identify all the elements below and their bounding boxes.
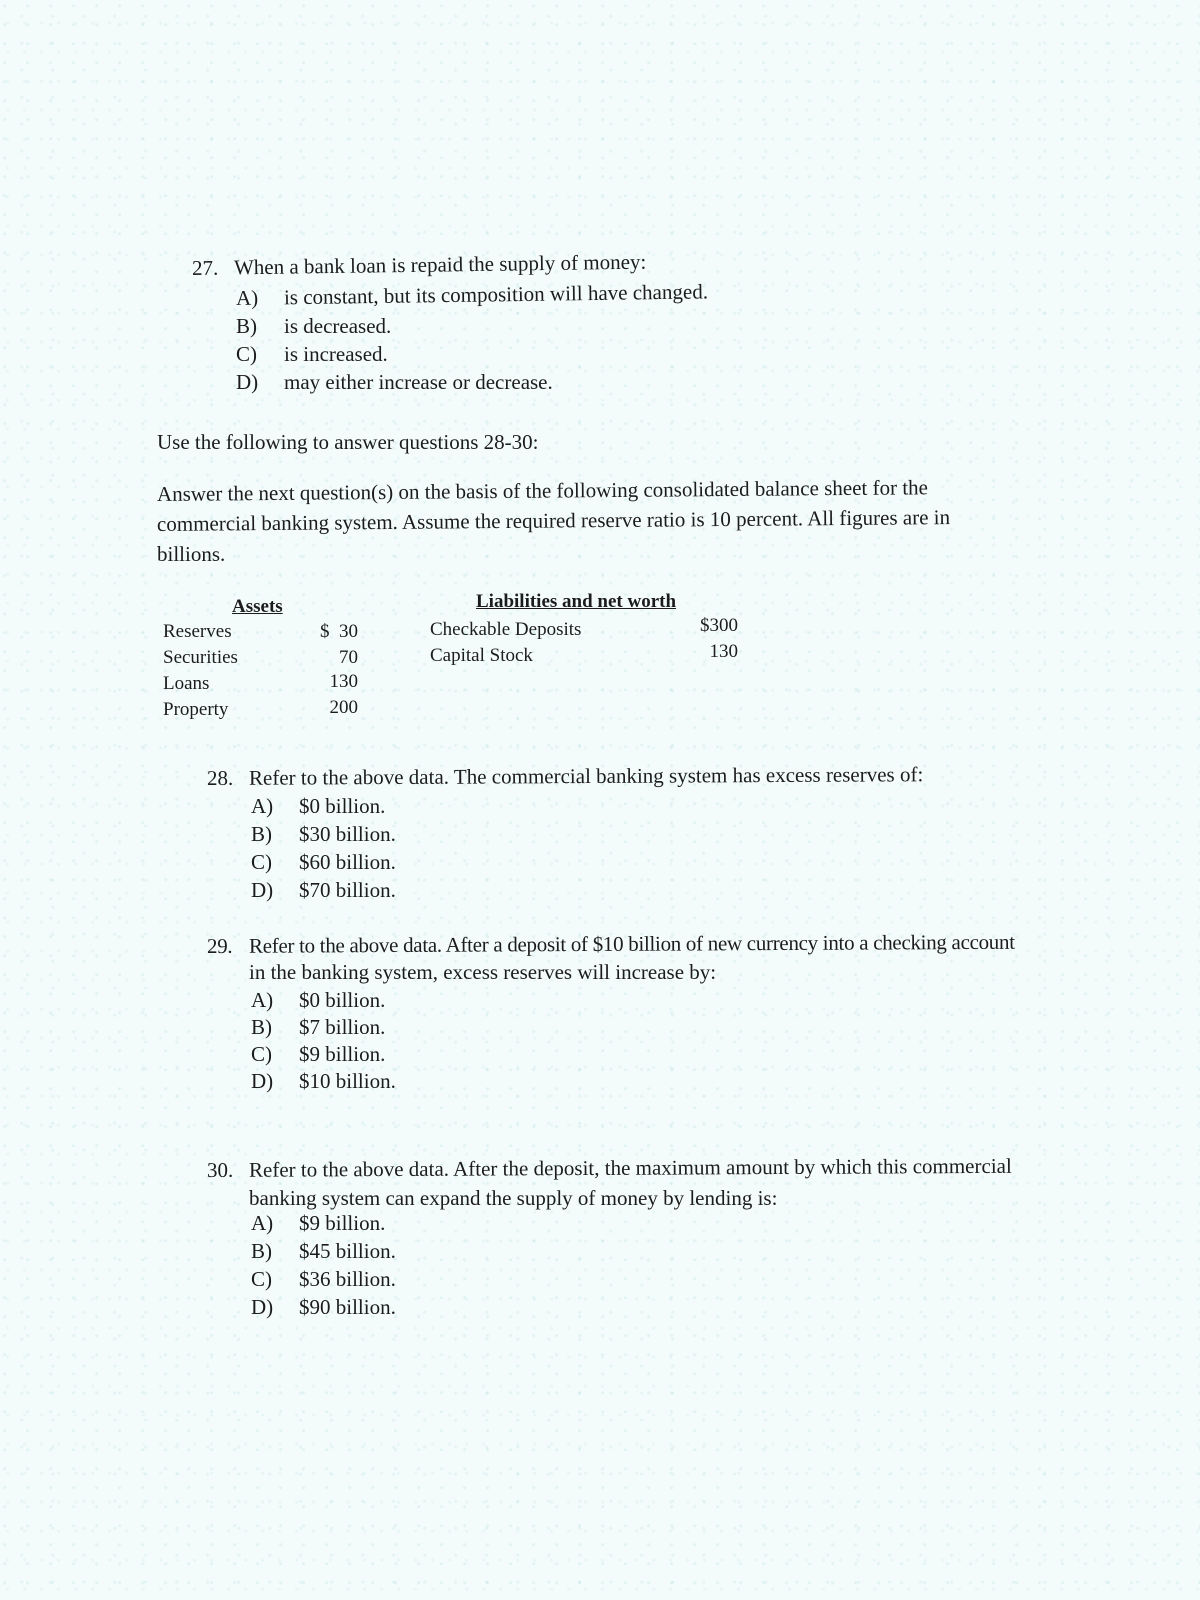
assets-header: Assets [232, 596, 283, 617]
option-letter: B) [251, 1239, 272, 1263]
option-text: $10 billion. [299, 1069, 396, 1093]
q30-option-b[interactable] [251, 1241, 396, 1262]
q30-option-a[interactable] [251, 1213, 385, 1234]
question-text: Refer to the above data. The commercial banking system has excess reserves of: [248, 762, 924, 790]
option-letter: D) [251, 878, 274, 902]
option-letter: C) [236, 342, 257, 366]
option-text: $90 billion. [299, 1295, 396, 1319]
option-letter: A) [251, 1211, 274, 1235]
option-letter: B) [236, 314, 257, 338]
option-letter: B) [251, 822, 272, 846]
q27-option-d[interactable] [236, 372, 553, 393]
q29-option-b[interactable] [251, 1017, 385, 1038]
option-letter: D) [236, 370, 259, 394]
question-text: Refer to the above data. After a deposit of $10 billion of new currency into a checking account [248, 929, 1015, 958]
asset-value-property: 200 [329, 697, 358, 718]
option-text: $9 billion. [299, 1042, 386, 1066]
option-letter: B) [251, 1015, 272, 1039]
option-text: $45 billion. [299, 1239, 396, 1263]
question-text: Refer to the above data. After the deposit, the maximum amount by which this commercial [248, 1153, 1012, 1182]
q30-option-c[interactable] [251, 1269, 396, 1290]
option-text: $36 billion. [299, 1267, 396, 1291]
option-text: $60 billion. [299, 850, 396, 874]
asset-label-property: Property [163, 699, 229, 720]
intro-line-2: commercial banking system. Assume the required reserve ratio is 10 percent. All figures are in [156, 505, 951, 536]
q29-option-a[interactable] [251, 990, 385, 1011]
option-text: $9 billion. [299, 1211, 386, 1235]
liabilities-header: Liabilities and net worth [476, 591, 677, 612]
question-number: 30. [206, 1157, 234, 1182]
liability-label-capital-stock: Capital Stock [430, 645, 533, 666]
q28-option-b[interactable] [251, 824, 396, 845]
option-text: $70 billion. [299, 878, 396, 902]
question-29-stem-line-1 [206, 929, 1015, 958]
q29-option-c[interactable] [251, 1044, 385, 1065]
q28-option-a[interactable] [251, 796, 385, 817]
option-letter: C) [251, 1267, 272, 1291]
asset-label-loans: Loans [163, 673, 210, 694]
asset-value-securities: 70 [339, 647, 358, 668]
q28-option-c[interactable] [251, 852, 396, 873]
option-letter: C) [251, 1042, 272, 1066]
use-following-instruction: Use the following to answer questions 28-30: [157, 430, 539, 454]
liability-value-capital-stock: 130 [709, 641, 738, 662]
option-text: may either increase or decrease. [284, 370, 553, 394]
q27-option-c[interactable] [236, 344, 388, 365]
option-letter: D) [251, 1295, 274, 1319]
question-28-stem [207, 764, 923, 789]
asset-label-securities: Securities [163, 647, 238, 668]
question-text: When a bank loan is repaid the supply of money: [233, 249, 647, 280]
intro-line-1: Answer the next question(s) on the basis of the following consolidated balance sheet for the [156, 475, 929, 506]
option-text: $30 billion. [299, 822, 396, 846]
question-29-stem-line-2: in the banking system, excess reserves will increase by: [249, 960, 717, 984]
option-text: is constant, but its composition will have changed. [283, 279, 709, 310]
option-letter: A) [251, 794, 274, 818]
question-number: 29. [206, 933, 233, 958]
question-30-stem-line-2: banking system can expand the supply of money by lending is: [249, 1186, 778, 1210]
option-letter: A) [235, 285, 259, 310]
option-letter: A) [251, 988, 274, 1012]
option-text: $7 billion. [299, 1015, 386, 1039]
option-text: $0 billion. [299, 794, 386, 818]
question-27-stem [191, 249, 647, 280]
q29-option-d[interactable] [251, 1071, 396, 1092]
question-number: 27. [191, 255, 219, 280]
question-number: 28. [206, 765, 234, 790]
asset-value-loans: 130 [329, 671, 358, 692]
asset-value-reserves: $ 30 [320, 621, 358, 642]
intro-line-3: billions. [157, 542, 226, 566]
q28-option-d[interactable] [251, 880, 396, 901]
option-text: is increased. [284, 342, 388, 366]
liability-value-checkable-deposits: $300 [700, 615, 738, 636]
q27-option-a[interactable] [236, 281, 708, 309]
option-letter: C) [251, 850, 272, 874]
liability-label-checkable-deposits: Checkable Deposits [430, 619, 582, 640]
option-text: is decreased. [284, 314, 392, 338]
q27-option-b[interactable] [236, 316, 391, 337]
q30-option-d[interactable] [251, 1297, 396, 1318]
option-text: $0 billion. [299, 988, 386, 1012]
option-letter: D) [251, 1069, 274, 1093]
question-30-stem-line-1 [206, 1153, 1012, 1182]
asset-label-reserves: Reserves [163, 621, 232, 642]
